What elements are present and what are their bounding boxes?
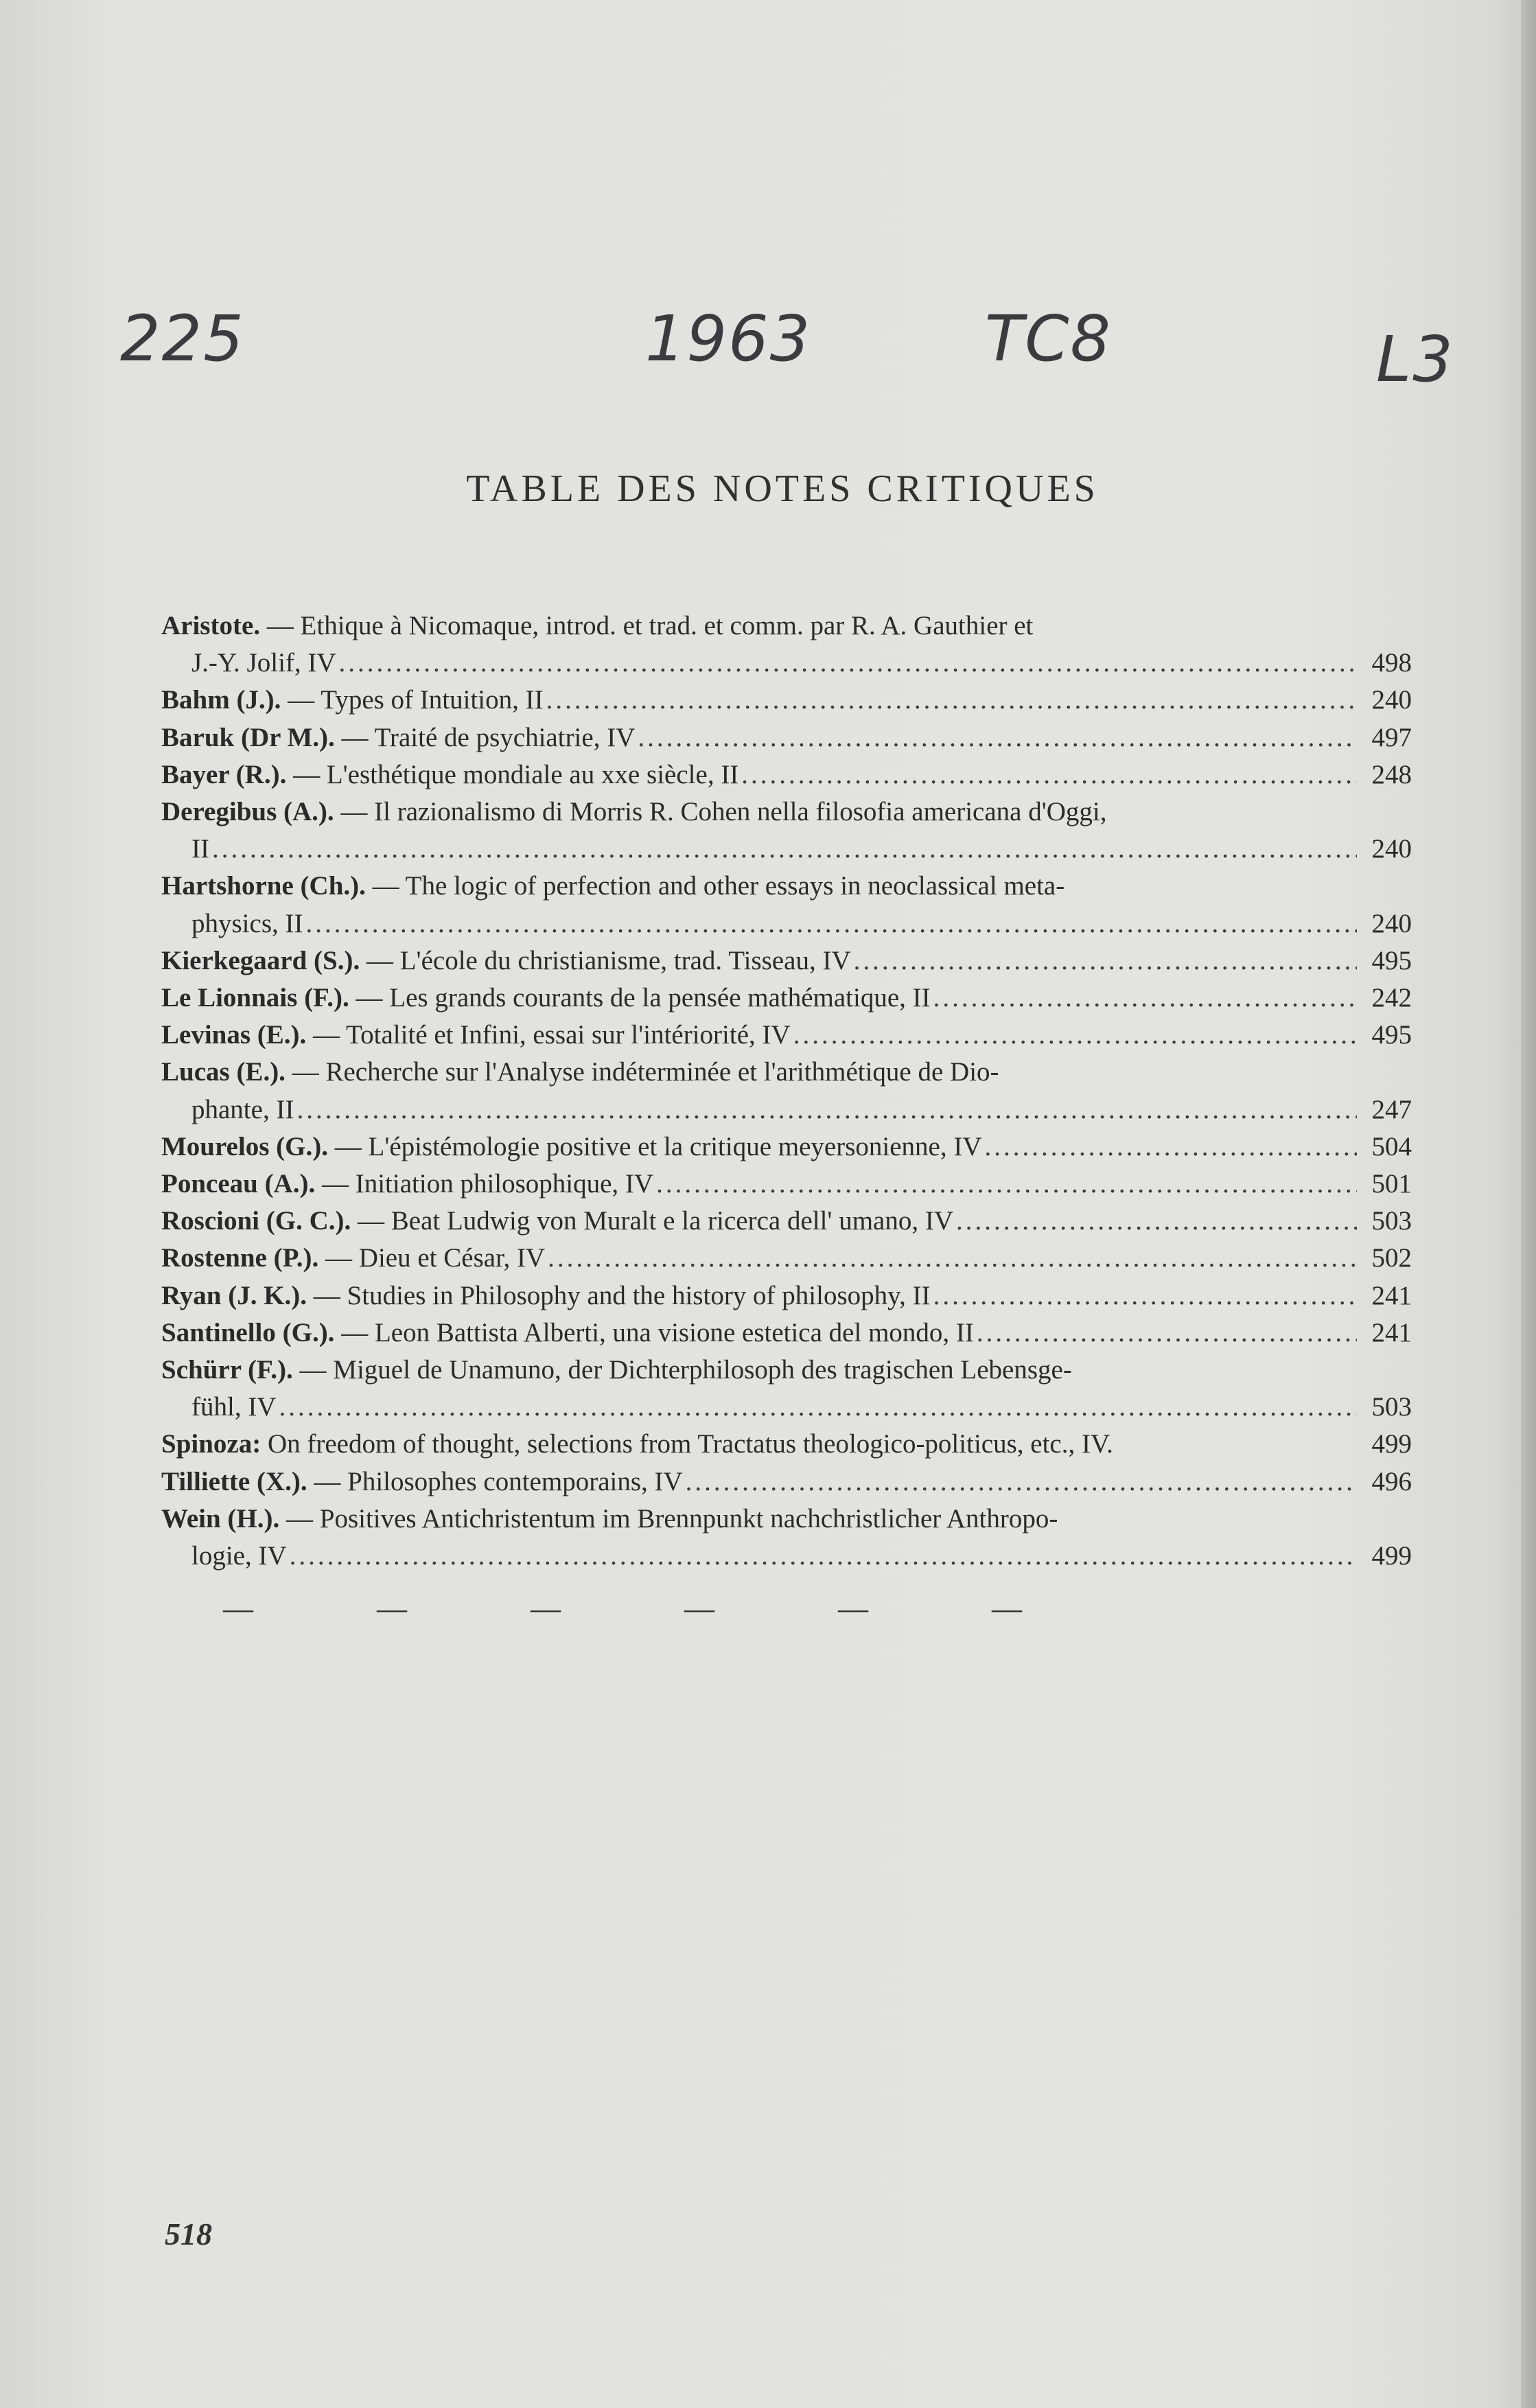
entry-author: Ponceau (A.). xyxy=(161,1169,316,1199)
dot-leader xyxy=(793,1017,1357,1054)
page-number: 518 xyxy=(165,2216,212,2251)
entry-title: — Leon Battista Alberti, una visione estetica del mondo, II xyxy=(341,1317,974,1347)
entry-page-number: 495 xyxy=(1371,945,1412,975)
entry-title: — Totalité et Infini, essai sur l'intériorité, IV xyxy=(313,1020,791,1050)
entry-page-number: 242 xyxy=(1371,983,1412,1013)
entry-page-number: 241 xyxy=(1371,1317,1412,1347)
dot-leader xyxy=(854,942,1357,980)
entry-page-number: 504 xyxy=(1371,1131,1412,1161)
index-entry xyxy=(161,794,1412,868)
entry-title: — L'épistémologie positive et la critique meyersonienne, IV xyxy=(334,1131,982,1161)
entry-page-number: 501 xyxy=(1371,1169,1412,1199)
index-entry xyxy=(161,1277,1412,1315)
entry-author: Bahm (J.). xyxy=(161,685,281,715)
entry-author: Bayer (R.). xyxy=(161,759,287,789)
entry-title: — Recherche sur l'Analyse indéterminée et l'arithmétique de Dio- xyxy=(292,1057,999,1087)
entry-title: — Initiation philosophique, IV xyxy=(321,1169,654,1199)
entry-page-number: 240 xyxy=(1371,685,1412,715)
entry-title: J.-Y. Jolif, IV xyxy=(191,648,336,678)
index-entry xyxy=(161,980,1412,1017)
index-entry xyxy=(161,1240,1412,1277)
index-entry xyxy=(161,942,1412,980)
entry-author: Mourelos (G.). xyxy=(161,1131,328,1161)
index-entry xyxy=(161,682,1412,719)
dot-leader xyxy=(956,1203,1357,1240)
entry-page-number: 499 xyxy=(1371,1429,1412,1459)
entry-page-number: 248 xyxy=(1371,759,1412,789)
entry-author: Kierkegaard (S.). xyxy=(161,945,360,975)
entry-page-number: 498 xyxy=(1371,648,1412,678)
entry-author: Deregibus (A.). xyxy=(161,797,334,827)
dot-leader xyxy=(933,980,1357,1017)
dot-leader xyxy=(638,719,1357,756)
index-entry xyxy=(161,1203,1412,1240)
index-entry xyxy=(161,756,1412,794)
entry-title: — Studies in Philosophy and the history of philosophy, II xyxy=(313,1280,931,1310)
entry-title: — Ethique à Nicomaque, introd. et trad. et comm. par R. A. Gauthier et xyxy=(266,611,1034,640)
entry-page-number: 497 xyxy=(1371,722,1412,752)
index-entry xyxy=(161,1166,1412,1203)
dot-leader xyxy=(933,1277,1357,1315)
entry-page-number: 240 xyxy=(1371,834,1412,864)
entry-page-number: 503 xyxy=(1371,1206,1412,1236)
entry-title: — Beat Ludwig von Muralt e la ricerca dell' umano, IV xyxy=(358,1206,953,1236)
entry-title: — Dieu et César, IV xyxy=(325,1243,546,1273)
separator-dash: — xyxy=(223,1592,253,1625)
entry-title: phante, II xyxy=(191,1094,294,1124)
entry-author: Spinoza: xyxy=(161,1429,261,1459)
separator-dash: — xyxy=(531,1592,561,1625)
entry-author: Lucas (E.). xyxy=(161,1057,286,1087)
entry-page-number: 495 xyxy=(1371,1020,1412,1050)
entry-author: Le Lionnais (F.). xyxy=(161,983,349,1013)
dot-leader xyxy=(656,1166,1357,1203)
entry-author: Roscioni (G. C.). xyxy=(161,1206,351,1236)
entry-author: Tilliette (X.). xyxy=(161,1466,307,1496)
separator-dash: — xyxy=(992,1592,1022,1625)
entry-title: physics, II xyxy=(191,908,303,938)
dot-leader xyxy=(548,1240,1357,1277)
entry-title: II xyxy=(191,834,209,864)
dot-leader xyxy=(339,645,1357,682)
entry-title: — The logic of perfection and other essays in neoclassical meta- xyxy=(372,871,1065,901)
closing-dashes xyxy=(223,1591,1145,1626)
handwritten-note-1: 225 xyxy=(120,302,245,375)
index-entry xyxy=(161,1352,1412,1426)
entry-title: — L'école du christianisme, trad. Tisseau, IV xyxy=(366,945,851,975)
separator-dash: — xyxy=(377,1592,407,1625)
page-edge xyxy=(1521,0,1536,2408)
page-title: TABLE DES NOTES CRITIQUES xyxy=(466,467,1099,510)
dot-leader xyxy=(305,905,1357,942)
separator-dash: — xyxy=(838,1592,868,1625)
dot-leader xyxy=(977,1315,1357,1352)
index-entry xyxy=(161,1017,1412,1054)
handwritten-note-3: TC8 xyxy=(985,302,1112,375)
dot-leader xyxy=(212,831,1357,868)
index-entry xyxy=(161,1426,1412,1463)
dot-leader xyxy=(686,1463,1357,1501)
entry-author: Aristote. xyxy=(161,611,261,640)
separator-dash: — xyxy=(684,1592,714,1625)
entry-author: Ryan (J. K.). xyxy=(161,1280,307,1310)
entry-author: Rostenne (P.). xyxy=(161,1243,319,1273)
entry-page-number: 240 xyxy=(1371,908,1412,938)
entry-author: Wein (H.). xyxy=(161,1503,280,1533)
entry-title: logie, IV xyxy=(191,1541,287,1571)
index-entry xyxy=(161,1128,1412,1166)
entry-title: — Traité de psychiatrie, IV xyxy=(341,722,636,752)
dot-leader xyxy=(985,1128,1357,1166)
index-entry xyxy=(161,1501,1412,1575)
entry-title: — Positives Antichristentum im Brennpunkt nachchristlicher Anthropo- xyxy=(286,1503,1058,1533)
index-entry xyxy=(161,1463,1412,1501)
entry-author: Santinello (G.). xyxy=(161,1317,335,1347)
entry-author: Hartshorne (Ch.). xyxy=(161,871,366,901)
entry-title: On freedom of thought, selections from Tractatus theologico-politicus, etc., IV. xyxy=(267,1429,1113,1459)
index-entry xyxy=(161,868,1412,942)
entry-title: — Miguel de Unamuno, der Dichterphilosoph des tragischen Lebensge- xyxy=(299,1355,1072,1385)
entry-author: Schürr (F.). xyxy=(161,1355,293,1385)
entry-title: — Types of Intuition, II xyxy=(288,685,544,715)
index-entry xyxy=(161,719,1412,756)
entry-title: — Il razionalismo di Morris R. Cohen nella filosofia americana d'Oggi, xyxy=(340,797,1107,827)
index-entry xyxy=(161,1054,1412,1128)
entry-title: — Philosophes contemporains, IV xyxy=(314,1466,683,1496)
entry-page-number: 502 xyxy=(1371,1243,1412,1273)
dot-leader xyxy=(546,682,1357,719)
dot-leader xyxy=(290,1538,1357,1575)
dot-leader xyxy=(741,756,1357,794)
entry-title: — Les grands courants de la pensée mathématique, II xyxy=(356,983,931,1013)
entry-page-number: 247 xyxy=(1371,1094,1412,1124)
index-entry xyxy=(161,1315,1412,1352)
entry-title: — L'esthétique mondiale au xxe siècle, II xyxy=(293,759,739,789)
entry-page-number: 241 xyxy=(1371,1280,1412,1310)
entry-page-number: 503 xyxy=(1371,1392,1412,1422)
dot-leader xyxy=(296,1091,1357,1128)
dot-leader xyxy=(279,1389,1357,1426)
entry-page-number: 496 xyxy=(1371,1466,1412,1496)
handwritten-note-2: 1963 xyxy=(645,302,812,375)
entry-author: Baruk (Dr M.). xyxy=(161,722,335,752)
entry-author: Levinas (E.). xyxy=(161,1020,307,1050)
index-entry xyxy=(161,607,1412,682)
handwritten-note-4: L3 xyxy=(1376,323,1454,396)
entry-page-number: 499 xyxy=(1371,1541,1412,1571)
entry-title: fühl, IV xyxy=(191,1392,277,1422)
entries-list xyxy=(161,607,1412,1575)
